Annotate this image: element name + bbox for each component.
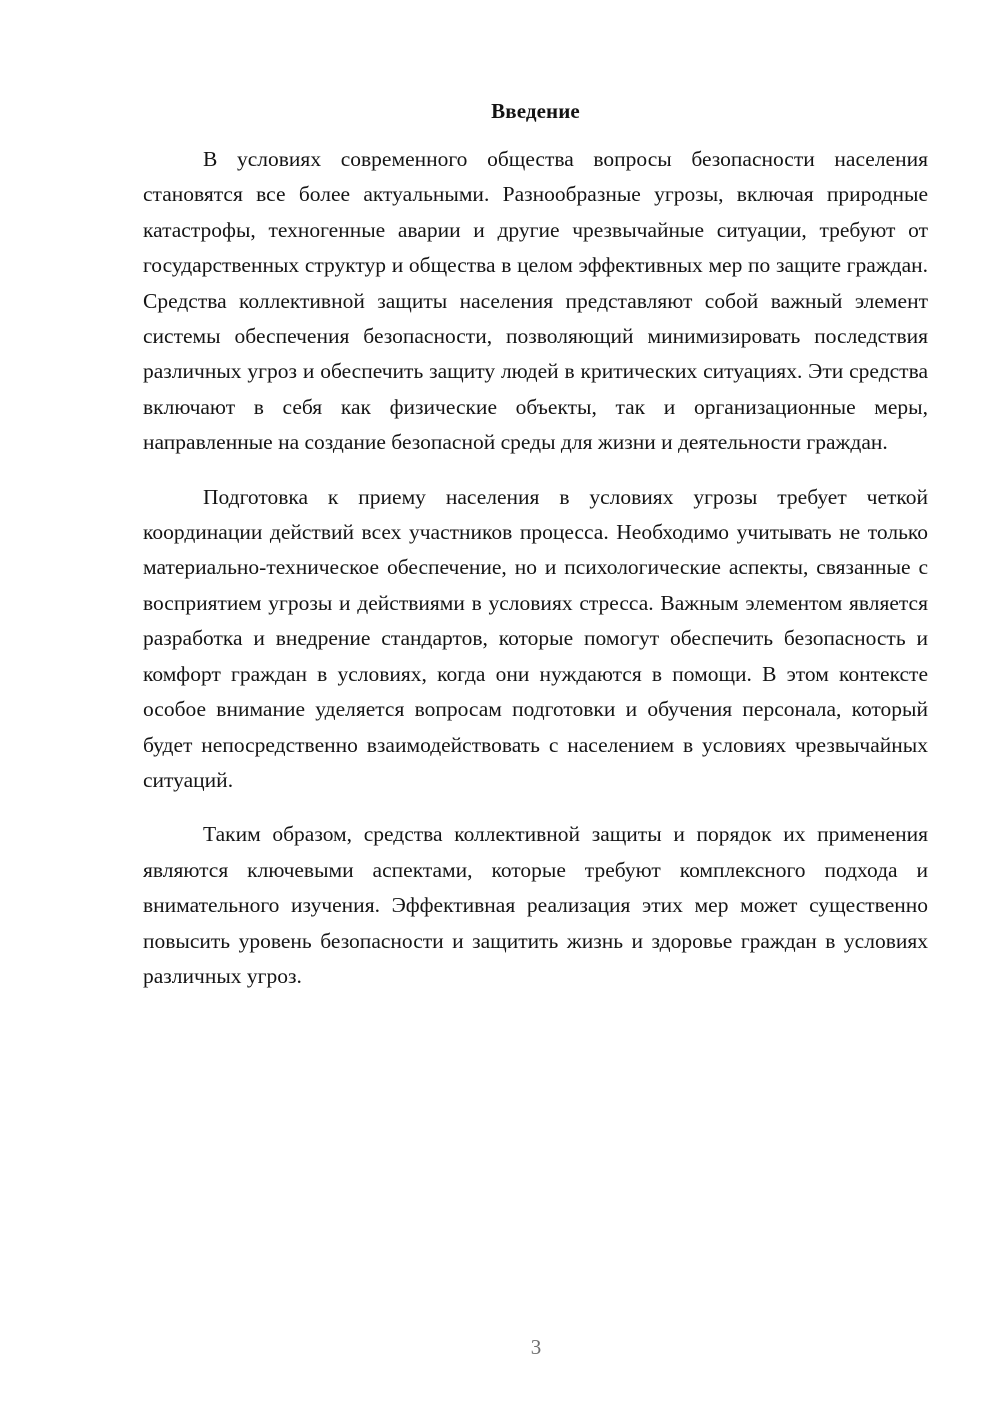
paragraph-introduction: В условиях современного общества вопросы безопасности населения становятся все более актуальными. Разнообразные угрозы, включая природные катастрофы, техногенные аварии и другие чрезвычайные ситуации, требуют от государственных структур и общества в целом эффективных мер по защите граждан. Средства коллективной защиты населения представляют собой важный элемент системы обеспечения безопасности, позволяющий минимизировать последствия различных угроз и обеспечить защиту людей в критических ситуациях. Эти средства включают в себя как физические объекты, так и организационные меры, направленные на создание безопасной среды для жизни и деятельности граждан. xyxy=(143,147,928,455)
paragraph-conclusion: Таким образом, средства коллективной защиты и порядок их применения являются ключевыми аспектами, которые требуют комплексного подхода и внимательного изучения. Эффективная реализация этих мер может существенно повысить уровень безопасности и защитить жизнь и здоровье граждан в условиях различных угроз. xyxy=(143,822,928,988)
body-text xyxy=(143,142,928,994)
section-heading: Введение xyxy=(491,99,580,123)
paragraph-preparation: Подготовка к приему населения в условиях угрозы требует четкой координации действий всех участников процесса. Необходимо учитывать не только материально-техническое обеспечение, но и психологические аспекты, связанные с восприятием угрозы и действиями в условиях стресса. Важным элементом является разработка и внедрение стандартов, которые помогут обеспечить безопасность и комфорт граждан в условиях, когда они нуждаются в помощи. В этом контексте особое внимание уделяется вопросам подготовки и обучения персонала, который будет непосредственно взаимодействовать с населением в условиях чрезвычайных ситуаций. xyxy=(143,484,928,792)
page-number: 3 xyxy=(530,1335,542,1359)
